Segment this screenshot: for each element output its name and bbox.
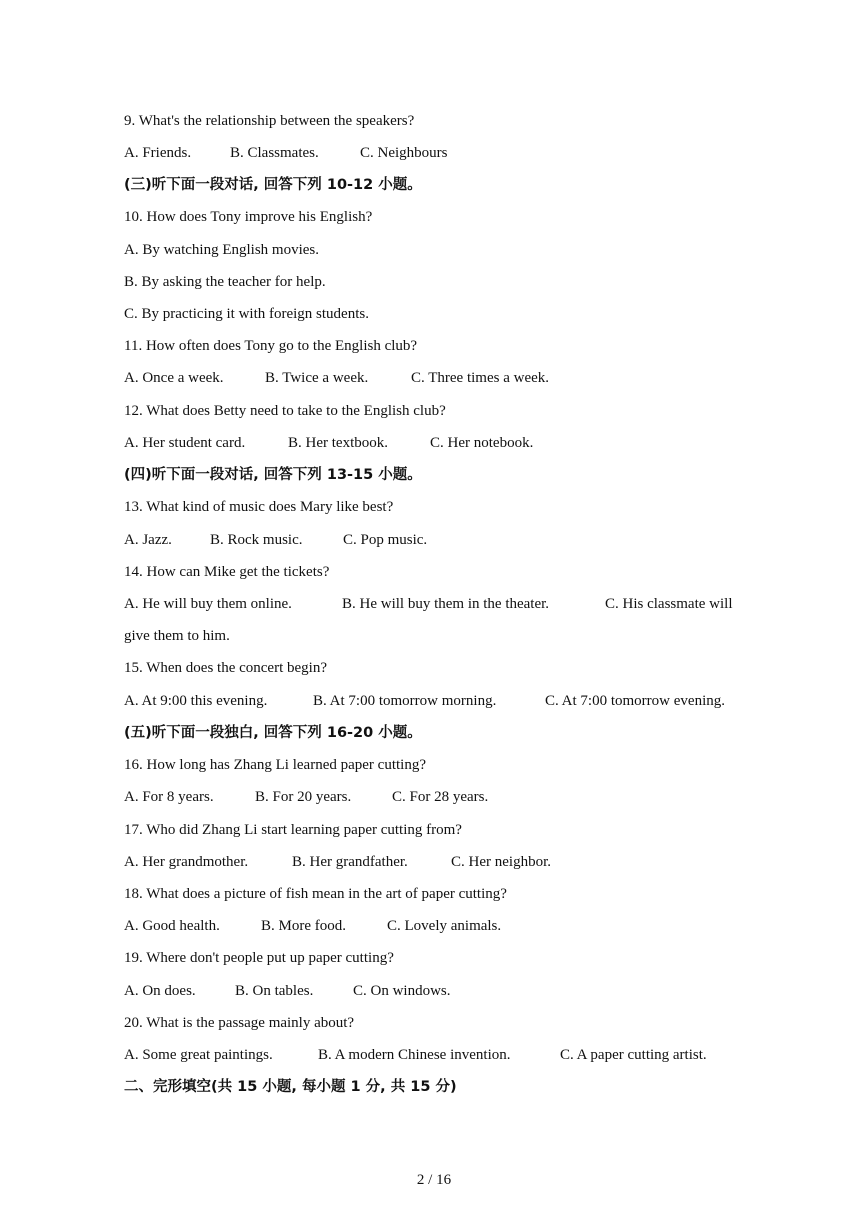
- question-14: 14. How can Mike get the tickets?: [124, 564, 330, 580]
- option-c: C. Three times a week.: [411, 370, 550, 386]
- option-a: A. Good health.: [124, 918, 220, 934]
- option-c: C. Lovely animals.: [387, 918, 502, 934]
- question-20-options: [124, 1045, 707, 1065]
- option-b: B. On tables.: [235, 983, 314, 999]
- option-a: A. On does.: [124, 983, 196, 999]
- question-18-options: [124, 916, 501, 936]
- question-9-options: [124, 143, 448, 163]
- question-9: 9. What's the relationship between the speakers?: [124, 113, 415, 129]
- option-c: C. On windows.: [353, 983, 451, 999]
- option-a: A. Her student card.: [124, 435, 246, 451]
- section-heading-5: (五)听下面一段独白, 回答下列 16-20 小题。: [124, 725, 422, 741]
- option-a: A. Her grandmother.: [124, 854, 249, 870]
- question-14-options: [124, 594, 733, 614]
- question-20: 20. What is the passage mainly about?: [124, 1015, 355, 1031]
- question-17: 17. Who did Zhang Li start learning paper cutting from?: [124, 822, 462, 838]
- question-11-options: [124, 368, 549, 388]
- option-a: A. For 8 years.: [124, 789, 214, 805]
- question-12: 12. What does Betty need to take to the English club?: [124, 403, 446, 419]
- option-b: B. At 7:00 tomorrow morning.: [313, 693, 497, 709]
- question-19: 19. Where don't people put up paper cutting?: [124, 950, 394, 966]
- option-a: A. Jazz.: [124, 532, 172, 548]
- option-b: B. Her textbook.: [288, 435, 388, 451]
- option-c: C. Pop music.: [343, 532, 428, 548]
- question-17-options: [124, 852, 551, 872]
- option-c: C. For 28 years.: [392, 789, 489, 805]
- option-a: A. At 9:00 this evening.: [124, 693, 268, 709]
- option-c: C. Her notebook.: [430, 435, 534, 451]
- question-10: 10. How does Tony improve his English?: [124, 209, 373, 225]
- section-heading-3: (三)听下面一段对话, 回答下列 10-12 小题。: [124, 177, 422, 193]
- question-13-options: [124, 530, 427, 550]
- option-c: C. Her neighbor.: [451, 854, 551, 870]
- option-b: B. Twice a week.: [265, 370, 369, 386]
- question-14-option-c-continued: give them to him.: [124, 628, 230, 644]
- question-10-option-c: C. By practicing it with foreign students.: [124, 306, 369, 322]
- option-a: A. Some great paintings.: [124, 1047, 273, 1063]
- option-c: C. A paper cutting artist.: [560, 1047, 707, 1063]
- question-15: 15. When does the concert begin?: [124, 660, 327, 676]
- option-c: C. His classmate will: [605, 596, 733, 612]
- option-b: B. Rock music.: [210, 532, 303, 548]
- question-10-option-a: A. By watching English movies.: [124, 242, 319, 258]
- question-18: 18. What does a picture of fish mean in the art of paper cutting?: [124, 886, 507, 902]
- section-heading-cloze: 二、完形填空(共 15 小题, 每小题 1 分, 共 15 分): [124, 1079, 457, 1095]
- option-b: B. He will buy them in the theater.: [342, 596, 550, 612]
- option-b: B. Classmates.: [230, 145, 319, 161]
- option-a: A. Friends.: [124, 145, 192, 161]
- option-a: A. Once a week.: [124, 370, 224, 386]
- question-12-options: [124, 433, 533, 453]
- question-15-options: [124, 691, 725, 711]
- question-11: 11. How often does Tony go to the English club?: [124, 338, 418, 354]
- option-b: B. A modern Chinese invention.: [318, 1047, 511, 1063]
- question-13: 13. What kind of music does Mary like best?: [124, 499, 394, 515]
- question-16: 16. How long has Zhang Li learned paper cutting?: [124, 757, 426, 773]
- option-a: A. He will buy them online.: [124, 596, 292, 612]
- page-number: 2 / 16: [416, 1172, 452, 1188]
- option-b: B. More food.: [261, 918, 346, 934]
- section-heading-4: (四)听下面一段对话, 回答下列 13-15 小题。: [124, 467, 422, 483]
- option-c: C. At 7:00 tomorrow evening.: [545, 693, 725, 709]
- question-16-options: [124, 787, 488, 807]
- question-19-options: [124, 981, 451, 1001]
- question-10-option-b: B. By asking the teacher for help.: [124, 274, 326, 290]
- option-c: C. Neighbours: [360, 145, 448, 161]
- option-b: B. Her grandfather.: [292, 854, 408, 870]
- option-b: B. For 20 years.: [255, 789, 352, 805]
